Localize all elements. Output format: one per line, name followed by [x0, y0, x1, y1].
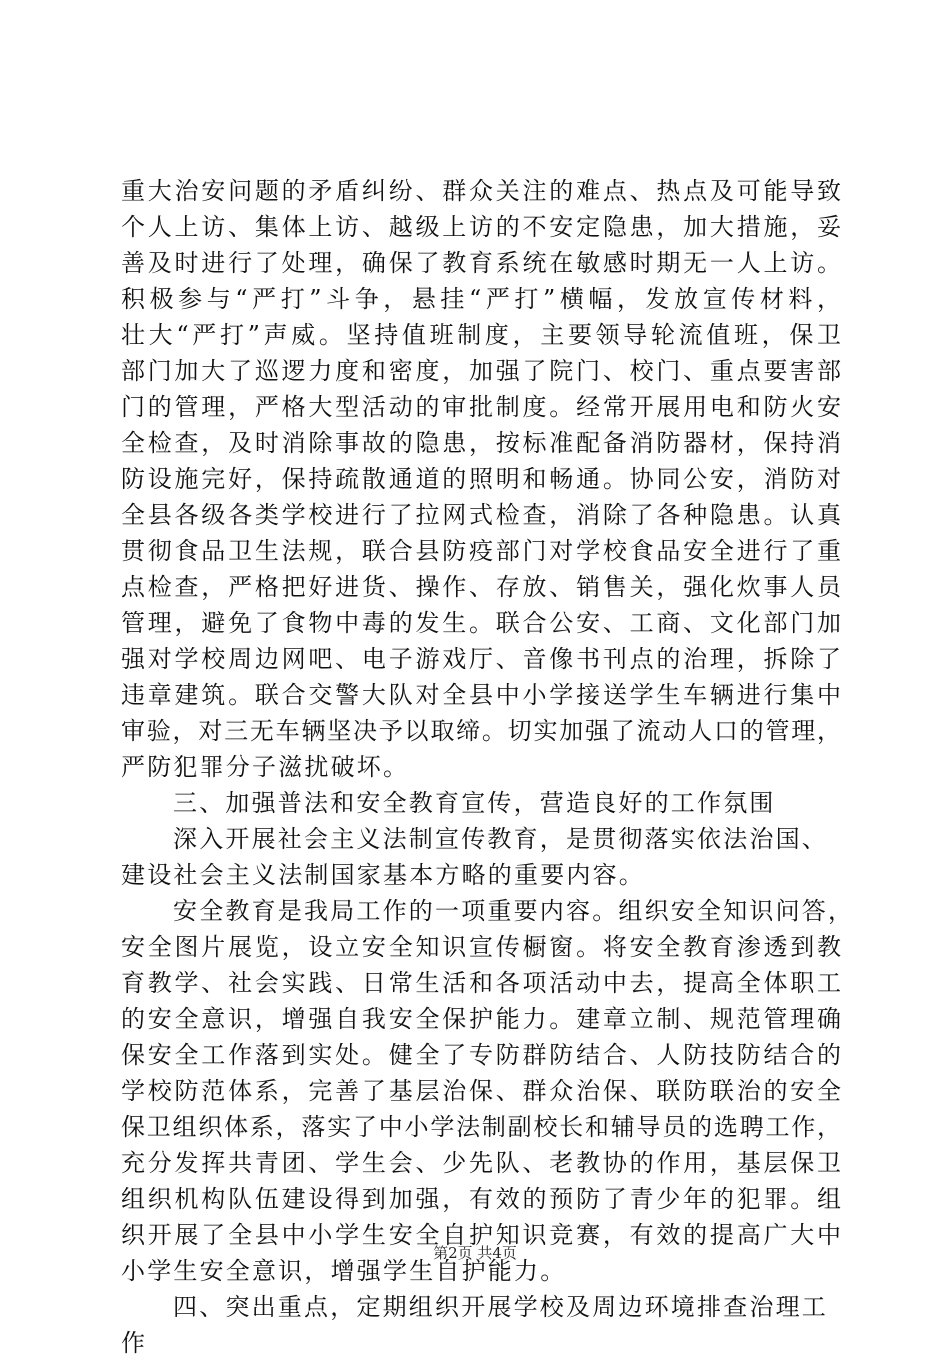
body-line: 作 — [121, 1329, 148, 1357]
body-line: 壮大“严打”声威。坚持值班制度，主要领导轮流值班，保卫 — [121, 321, 841, 349]
body-line: 建设社会主义法制国家基本方略的重要内容。 — [121, 861, 645, 889]
body-line: 违章建筑。联合交警大队对全县中小学接送学生车辆进行集中 — [121, 681, 841, 709]
body-line: 育教学、社会实践、日常生活和各项活动中去，提高全体职工 — [121, 969, 841, 997]
body-line: 善及时进行了处理，确保了教育系统在敏感时期无一人上访。 — [121, 249, 841, 277]
body-line: 保卫组织体系，落实了中小学法制副校长和辅导员的选聘工作， — [121, 1113, 841, 1141]
body-line: 小学生安全意识，增强学生自护能力。 — [121, 1257, 567, 1285]
body-line: 全县各级各类学校进行了拉网式检查，消除了各种隐患。认真 — [121, 501, 841, 529]
body-line: 安全教育是我局工作的一项重要内容。组织安全知识问答， — [173, 897, 855, 925]
body-line: 重大治安问题的矛盾纠纷、群众关注的难点、热点及可能导致 — [121, 177, 841, 205]
body-line: 全检查，及时消除事故的隐患，按标准配备消防器材，保持消 — [121, 429, 841, 457]
body-line: 组织机构队伍建设得到加强，有效的预防了青少年的犯罪。组 — [121, 1185, 841, 1213]
body-line: 安全图片展览，设立安全知识宣传橱窗。将安全教育渗透到教 — [121, 933, 841, 961]
body-line: 保安全工作落到实处。健全了专防群防结合、人防技防结合的 — [121, 1041, 841, 1069]
body-line: 个人上访、集体上访、越级上访的不安定隐患，加大措施，妥 — [121, 213, 841, 241]
document-body — [121, 173, 855, 1361]
body-line: 审验，对三无车辆坚决予以取缔。切实加强了流动人口的管理， — [121, 717, 841, 745]
body-line: 部门加大了巡逻力度和密度，加强了院门、校门、重点要害部 — [121, 357, 841, 385]
section-heading-4: 四、突出重点，定期组织开展学校及周边环境排查治理工 — [173, 1293, 828, 1321]
body-line: 织开展了全县中小学生安全自护知识竞赛，有效的提高广大中 — [121, 1221, 841, 1249]
body-line: 学校防范体系，完善了基层治保、群众治保、联防联治的安全 — [121, 1077, 841, 1105]
body-line: 充分发挥共青团、学生会、少先队、老教协的作用，基层保卫 — [121, 1149, 841, 1177]
body-line: 强对学校周边网吧、电子游戏厅、音像书刊点的治理，拆除了 — [121, 645, 841, 673]
page-footer: 第2页 共4页 — [433, 1244, 517, 1262]
body-line: 贯彻食品卫生法规，联合县防疫部门对学校食品安全进行了重 — [121, 537, 841, 565]
body-line: 门的管理，严格大型活动的审批制度。经常开展用电和防火安 — [121, 393, 841, 421]
body-line: 管理，避免了食物中毒的发生。联合公安、工商、文化部门加 — [121, 609, 841, 637]
body-line: 点检查，严格把好进货、操作、存放、销售关，强化炊事人员 — [121, 573, 841, 601]
section-heading-3: 三、加强普法和安全教育宣传，营造良好的工作氛围 — [173, 789, 776, 817]
body-line: 防设施完好，保持疏散通道的照明和畅通。协同公安，消防对 — [121, 465, 841, 493]
body-line: 的安全意识，增强自我安全保护能力。建章立制、规范管理确 — [121, 1005, 841, 1033]
body-line: 深入开展社会主义法制宣传教育，是贯彻落实依法治国、 — [173, 825, 828, 853]
body-line: 积极参与“严打”斗争，悬挂“严打”横幅，发放宣传材料， — [121, 285, 841, 313]
body-line: 严防犯罪分子滋扰破坏。 — [121, 753, 410, 781]
